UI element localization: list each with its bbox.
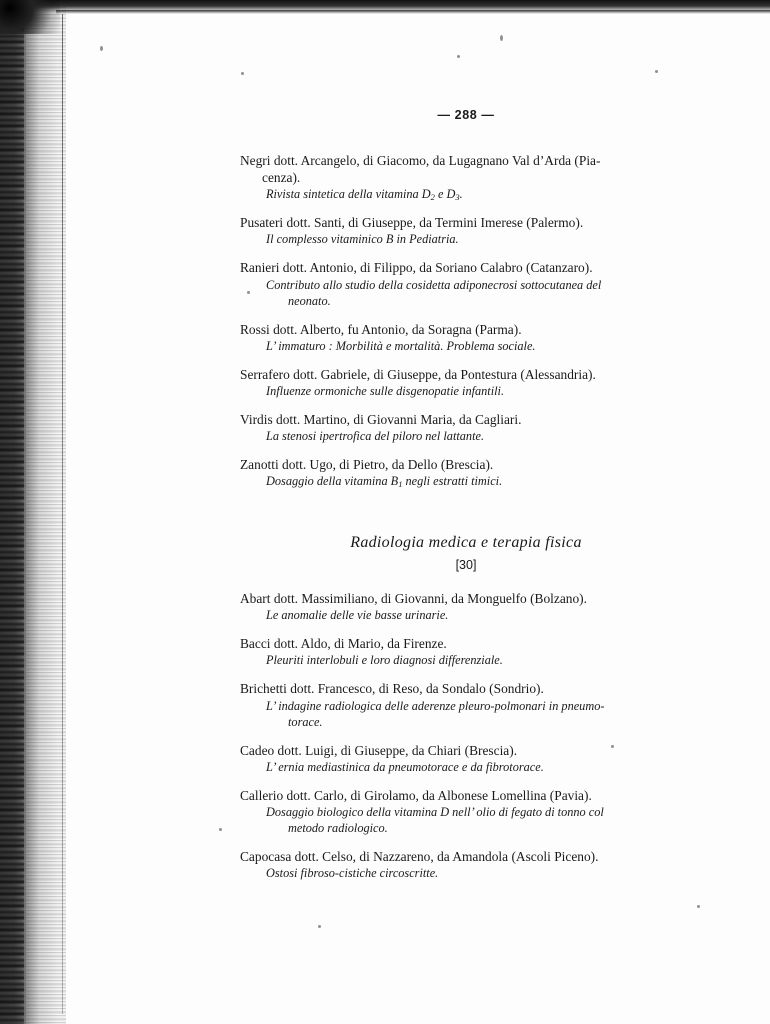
catalog-entry — [240, 411, 692, 445]
entry-name: Zanotti dott. Ugo, di Pietro, da Dello (Brescia). — [240, 456, 494, 472]
scan-streak-artifacts — [26, 0, 66, 1024]
catalog-entry — [240, 214, 692, 248]
entry-name: Abart dott. Massimiliano, di Giovanni, da Monguelfo (Bolzano). — [240, 591, 587, 607]
entry-thesis-title: Ostosi fibroso-cistiche circoscritte. — [266, 865, 439, 880]
catalog-entry — [240, 590, 692, 624]
entry-name: Serrafero dott. Gabriele, di Giuseppe, da Pontestura (Alessandria). — [240, 366, 596, 382]
entry-thesis-title: Il complesso vitaminico B in Pediatria. — [266, 232, 459, 247]
catalog-entry — [240, 366, 692, 400]
sections-container — [240, 152, 692, 882]
catalog-entry — [240, 787, 692, 837]
entry-name: Ranieri dott. Antonio, di Filippo, da Soriano Calabro (Catanzaro). — [240, 260, 593, 276]
scan-binding-shadow — [0, 0, 26, 1024]
entry-name-continuation: cenza). — [262, 170, 301, 186]
entry-name: Virdis dott. Martino, di Giovanni Maria, da Cagliari. — [240, 411, 522, 427]
scan-speck — [219, 828, 222, 831]
entry-thesis-title: Dosaggio biologico della vitamina D nell’ olio di fegato di tonno col metodo radiologico. — [240, 805, 692, 837]
catalog-entry — [240, 152, 692, 203]
section-number: [30] — [455, 558, 477, 573]
catalog-entry — [240, 321, 692, 355]
catalog-entry — [240, 456, 692, 490]
scan-speck — [655, 70, 658, 73]
entry-thesis-title: Influenze ormoniche sulle disgenopatie infantili. — [266, 383, 505, 398]
scan-speck — [241, 72, 244, 75]
catalog-entry — [240, 680, 692, 730]
scan-speck — [457, 55, 460, 58]
page-left-rule — [62, 14, 63, 1014]
entry-name: Brichetti dott. Francesco, di Reso, da Sondalo (Sondrio). — [240, 681, 544, 697]
scan-speck — [318, 925, 321, 928]
entry-name: Pusateri dott. Santi, di Giuseppe, da Termini Imerese (Palermo). — [240, 215, 584, 231]
entry-name: Bacci dott. Aldo, di Mario, da Firenze. — [240, 636, 447, 652]
entry-thesis-title: Contributo allo studio della cosidetta adiponecrosi sottocutanea del neonato. — [240, 278, 692, 310]
entry-thesis-title: Le anomalie delle vie basse urinarie. — [266, 608, 449, 623]
entry-thesis-title-continuation: torace. — [288, 714, 323, 729]
entry-thesis-title: L’ immaturo : Morbilità e mortalità. Problema sociale. — [266, 338, 536, 353]
entry-thesis-title: Dosaggio della vitamina $B_1$ negli estratti timici. — [266, 474, 503, 489]
entry-name: Capocasa dott. Celso, di Nazzareno, da Amandola (Ascoli Piceno). — [240, 848, 599, 864]
entry-thesis-title: Rivista sintetica della vitamina $D_2$ e $D_3$. — [266, 187, 463, 203]
scan-speck — [500, 35, 503, 41]
scan-top-edge-secondary — [56, 10, 770, 14]
catalog-entry — [240, 848, 692, 882]
scan-speck — [697, 905, 700, 908]
entry-thesis-title: L’ ernia mediastinica da pneumotorace e da fibrotorace. — [266, 759, 544, 774]
catalog-entry — [240, 635, 692, 669]
page-content — [240, 108, 692, 893]
entry-thesis-title: Pleuriti interlobuli e loro diagnosi differenziale. — [266, 653, 503, 668]
scan-corner-blotch — [0, 0, 60, 34]
entry-thesis-title: La stenosi ipertrofica del piloro nel lattante. — [266, 429, 485, 443]
entry-thesis-title: L’ indagine radiologica delle aderenze pleuro-polmonari in pneumo- torace. — [240, 699, 692, 731]
catalog-entry — [240, 742, 692, 776]
entry-name: Negri dott. Arcangelo, di Giacomo, da Lugagnano Val d’Arda (Pia- cenza). — [240, 152, 692, 186]
scan-speck — [100, 46, 103, 51]
section-heading: Radiologia medica e terapia fisica — [350, 534, 582, 552]
entry-thesis-title-continuation: metodo radiologico. — [288, 820, 388, 835]
entry-thesis-title-continuation: neonato. — [288, 293, 331, 308]
catalog-entry — [240, 259, 692, 309]
entry-name: Cadeo dott. Luigi, di Giuseppe, da Chiari (Brescia). — [240, 742, 518, 758]
page-folio: — 288 — — [437, 108, 495, 122]
entry-name: Callerio dott. Carlo, di Girolamo, da Albonese Lomellina (Pavia). — [240, 787, 592, 803]
entry-name: Rossi dott. Alberto, fu Antonio, da Soragna (Parma). — [240, 321, 522, 337]
